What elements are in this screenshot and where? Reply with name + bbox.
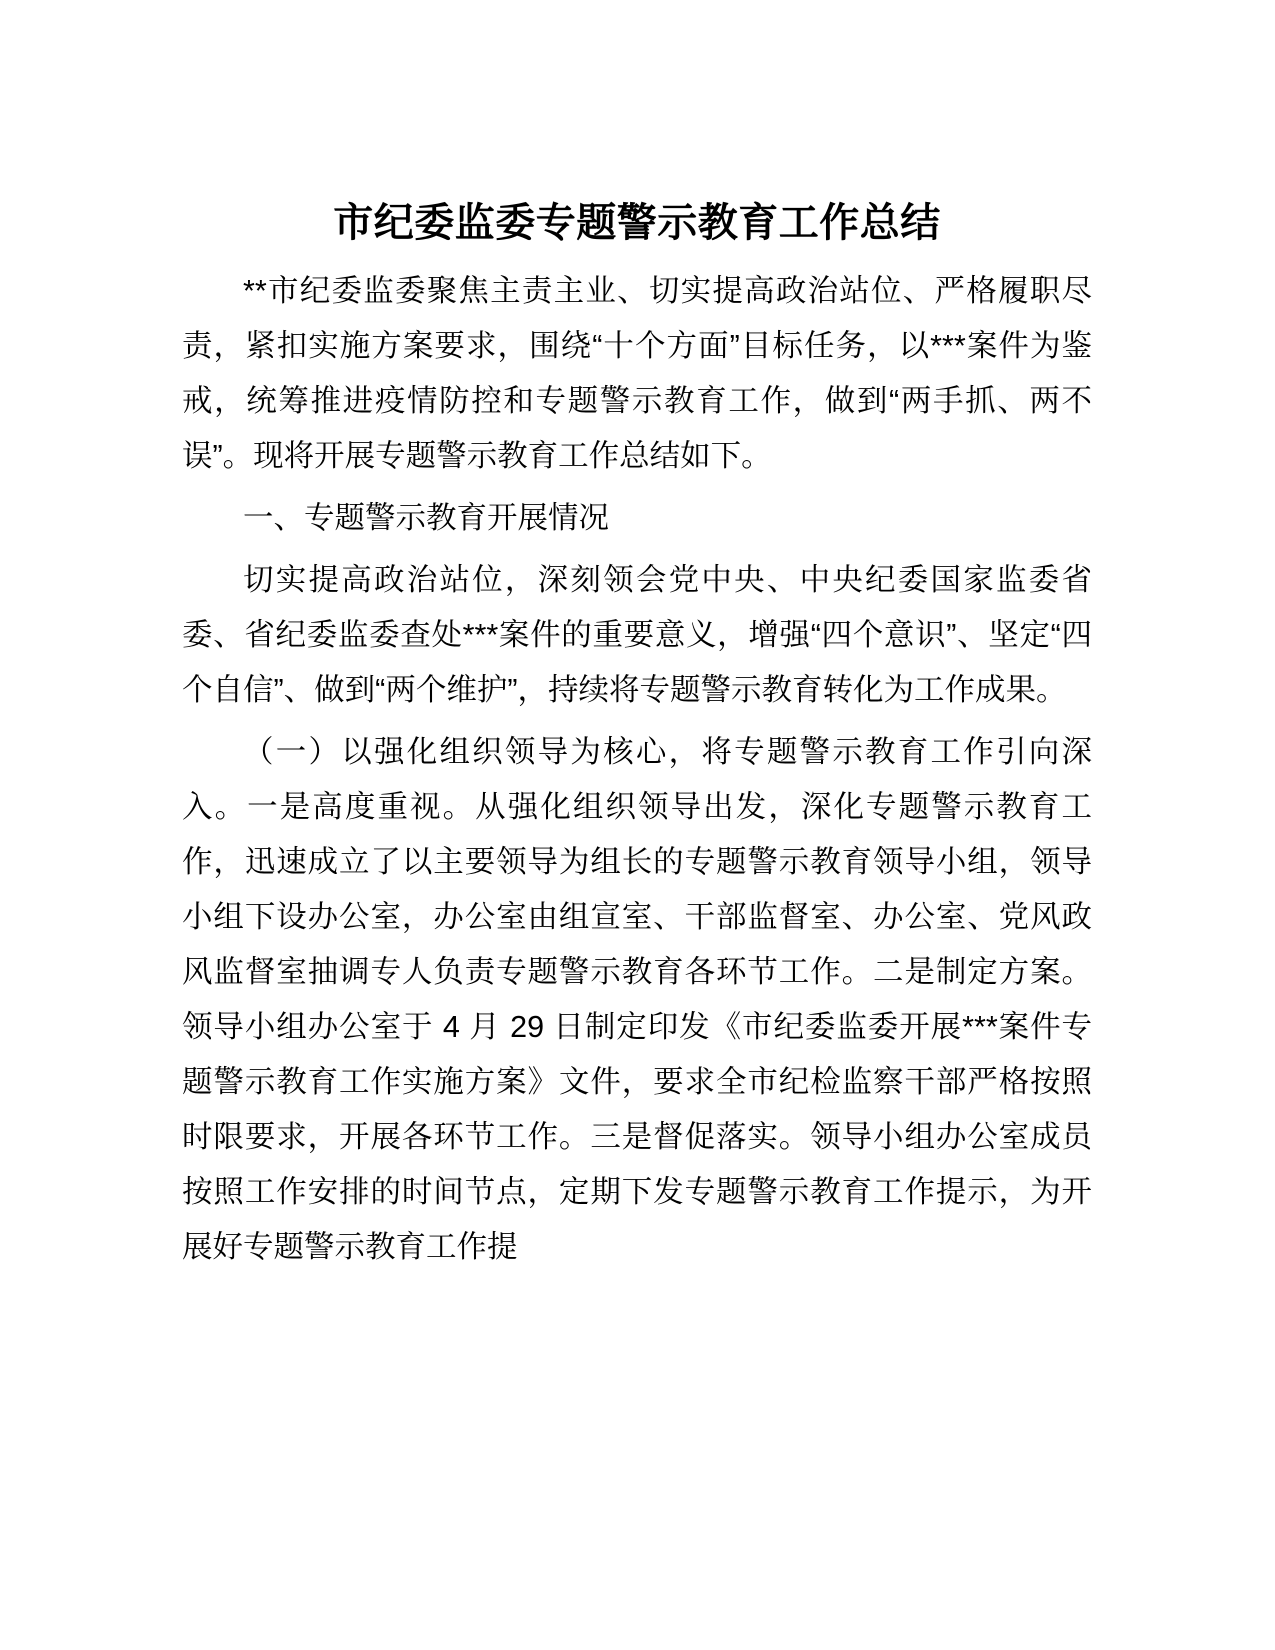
paragraph-section-1-sub-1: （一）以强化组织领导为核心，将专题警示教育工作引向深入。一是高度重视。从强化组织领导出发，深化专题警示教育工作，迅速成立了以主要领导为组长的专题警示教育领导小组，领导小组下设办公室，办公室由组宣室、干部监督室、办公室、党风政风监督室抽调专人负责专题警示教育各环节工作。二是制定方案。领导小组办公室于 4 月 29 日制定印发《市纪委监委开展***案件专题警示教育工作实施方案》文件，要求全市纪检监察干部严格按照时限要求，开展各环节工作。三是督促落实。领导小组办公室成员按照工作安排的时间节点，定期下发专题警示教育工作提示，为开展好专题警示教育工作提 (182, 735, 1092, 1264)
paragraph-spacer (182, 718, 1092, 725)
page-title: 市纪委监委专题警示教育工作总结 (333, 201, 941, 245)
paragraph-spacer (182, 484, 1092, 491)
paragraph-spacer (182, 546, 1092, 553)
section-heading-1: 一、专题警示教育开展情况 (243, 501, 609, 535)
paragraph-intro: **市纪委监委聚焦主责主业、切实提高政治站位、严格履职尽责，紧扣实施方案要求，围绕“十个方面”目标任务，以***案件为鉴戒，统筹推进疫情防控和专题警示教育工作，做到“两手抓、两不误”。现将开展专题警示教育工作总结如下。 (182, 274, 1092, 473)
paragraph-section-1-lead: 切实提高政治站位，深刻领会党中央、中央纪委国家监委省委、省纪委监委查处***案件的重要意义，增强“四个意识”、坚定“四个自信”、做到“两个维护”，持续将专题警示教育转化为工作成果。 (182, 563, 1092, 707)
document-content (182, 196, 1092, 1275)
